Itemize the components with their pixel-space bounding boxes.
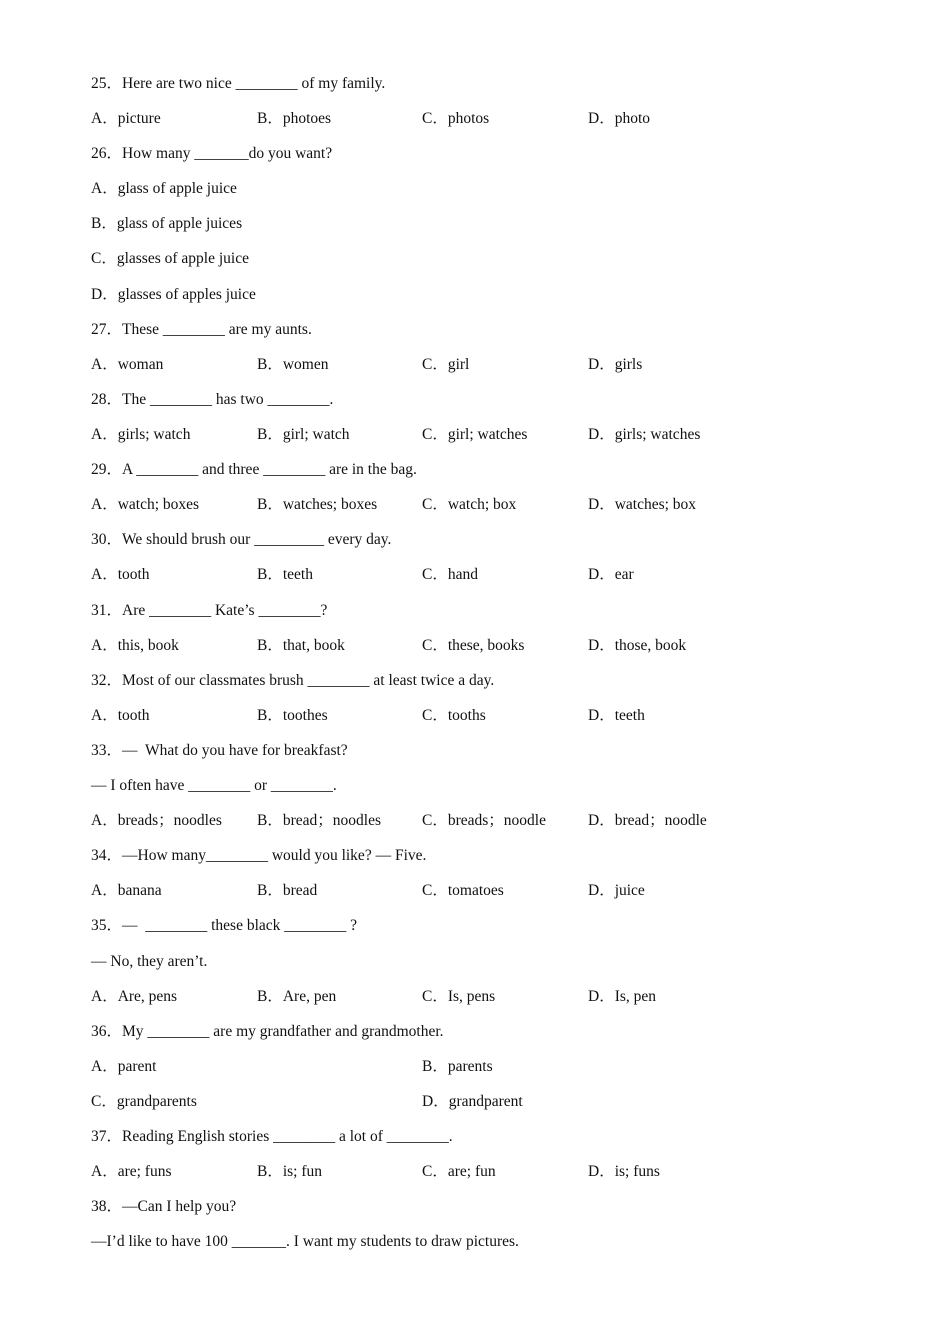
answer-option: B．women	[257, 356, 329, 373]
question-dialogue-line: — No, they aren’t.	[91, 953, 208, 970]
answer-option: A．glass of apple juice	[91, 180, 237, 197]
question-stem: 27．These ________ are my aunts.	[91, 321, 312, 338]
answer-option: A．Are, pens	[91, 988, 178, 1005]
answer-option: D．those, book	[588, 637, 687, 654]
question-stem: 37．Reading English stories ________ a lot of ________.	[91, 1128, 453, 1145]
answer-option: B．girl; watch	[257, 426, 350, 443]
question-stem: 36．My ________ are my grandfather and grandmother.	[91, 1023, 444, 1040]
answer-option: B．parents	[422, 1058, 493, 1075]
answer-option: D．girls	[588, 356, 643, 373]
answer-option: D．bread；noodle	[588, 812, 707, 829]
question-stem: 31．Are ________ Kate’s ________?	[91, 602, 328, 619]
answer-option: C．watch; box	[422, 496, 517, 513]
answer-option: D．watches; box	[588, 496, 697, 513]
answer-option: A．parent	[91, 1058, 157, 1075]
answer-option: D．teeth	[588, 707, 645, 724]
question-stem: 30．We should brush our _________ every day.	[91, 531, 392, 548]
answer-option: B．Are, pen	[257, 988, 337, 1005]
answer-option: A．breads；noodles	[91, 812, 222, 829]
answer-option: C．glasses of apple juice	[91, 250, 249, 267]
answer-option: B．is; fun	[257, 1163, 323, 1180]
answer-option: A．woman	[91, 356, 164, 373]
answer-option: B．glass of apple juices	[91, 215, 243, 232]
answer-option: A．girls; watch	[91, 426, 191, 443]
question-dialogue-line: —I’d like to have 100 _______. I want my students to draw pictures.	[91, 1233, 519, 1250]
answer-option: B．watches; boxes	[257, 496, 378, 513]
answer-option: D．Is, pen	[588, 988, 657, 1005]
answer-option: D．girls; watches	[588, 426, 701, 443]
answer-option: A．picture	[91, 110, 161, 127]
question-stem: 33．— What do you have for breakfast?	[91, 742, 348, 759]
question-stem: 38．—Can I help you?	[91, 1198, 237, 1215]
answer-option: A．banana	[91, 882, 162, 899]
answer-option: A．this, book	[91, 637, 179, 654]
answer-option: C．Is, pens	[422, 988, 496, 1005]
answer-option: B．teeth	[257, 566, 313, 583]
answer-option: C．breads；noodle	[422, 812, 546, 829]
question-stem: 25．Here are two nice ________ of my family.	[91, 75, 386, 92]
answer-option: D．ear	[588, 566, 634, 583]
question-stem: 26．How many _______do you want?	[91, 145, 333, 162]
answer-option: B．toothes	[257, 707, 328, 724]
answer-option: A．are; funs	[91, 1163, 172, 1180]
answer-option: A．tooth	[91, 707, 150, 724]
question-stem: 35．— ________ these black ________ ?	[91, 917, 358, 934]
answer-option: C．these, books	[422, 637, 525, 654]
answer-option: B．bread	[257, 882, 318, 899]
answer-option: D．grandparent	[422, 1093, 523, 1110]
answer-option: C．grandparents	[91, 1093, 197, 1110]
question-stem: 34．—How many________ would you like? — Five.	[91, 847, 427, 864]
answer-option: B．photoes	[257, 110, 332, 127]
answer-option: C．girl	[422, 356, 470, 373]
answer-option: C．photos	[422, 110, 490, 127]
answer-option: D．glasses of apples juice	[91, 286, 256, 303]
answer-option: C．are; fun	[422, 1163, 496, 1180]
answer-option: C．girl; watches	[422, 426, 528, 443]
answer-option: D．juice	[588, 882, 645, 899]
answer-option: B．bread；noodles	[257, 812, 381, 829]
question-dialogue-line: — I often have ________ or ________.	[91, 777, 337, 794]
answer-option: A．tooth	[91, 566, 150, 583]
answer-option: B．that, book	[257, 637, 345, 654]
answer-option: D．photo	[588, 110, 651, 127]
answer-option: C．tomatoes	[422, 882, 504, 899]
question-stem: 29．A ________ and three ________ are in the bag.	[91, 461, 417, 478]
question-stem: 32．Most of our classmates brush ________ at least twice a day.	[91, 672, 495, 689]
question-stem: 28．The ________ has two ________.	[91, 391, 334, 408]
answer-option: C．tooths	[422, 707, 486, 724]
answer-option: C．hand	[422, 566, 478, 583]
answer-option: A．watch; boxes	[91, 496, 200, 513]
answer-option: D．is; funs	[588, 1163, 660, 1180]
